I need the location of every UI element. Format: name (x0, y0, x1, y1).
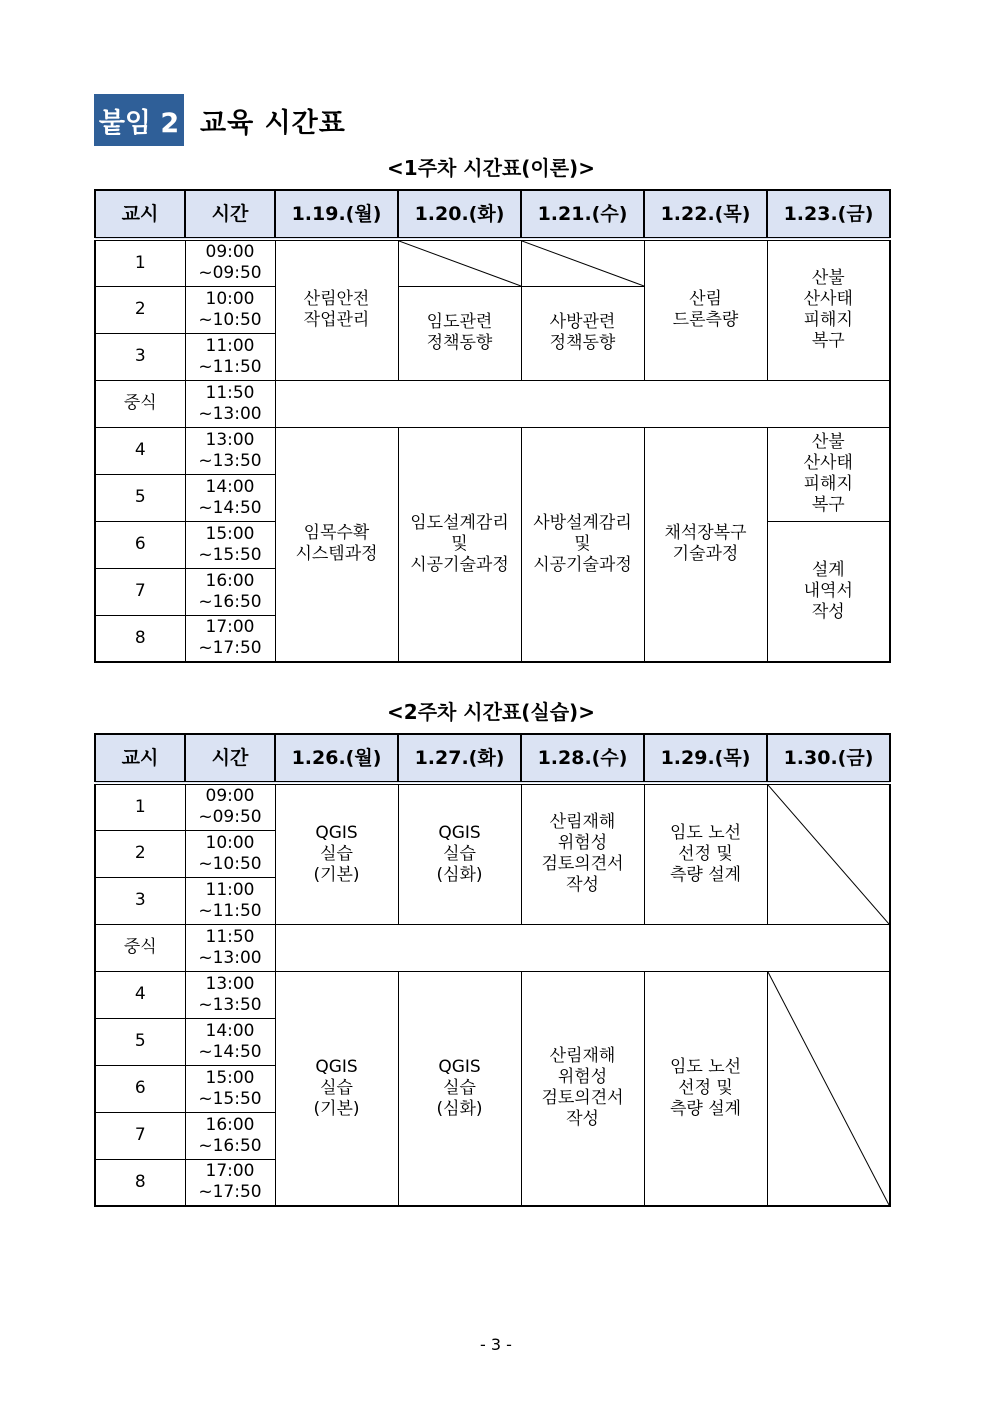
empty-diagonal-cell (767, 971, 890, 1206)
header-cell: 시간 (185, 190, 275, 239)
time-cell: 09:00 ~09:50 (185, 783, 275, 830)
time-cell: 15:00 ~15:50 (185, 521, 275, 568)
header-cell: 1.30.(금) (767, 734, 890, 783)
week2-caption: <2주차 시간표(실습)> (387, 700, 595, 724)
empty-diagonal-cell (398, 239, 521, 286)
class-cell: 산림안전 작업관리 (275, 239, 398, 380)
header-cell: 1.19.(월) (275, 190, 398, 239)
period-cell: 5 (95, 474, 185, 521)
lunch-row (95, 924, 890, 971)
time-cell: 11:50 ~13:00 (185, 924, 275, 971)
week1-header-row (95, 190, 890, 239)
period-cell: 4 (95, 427, 185, 474)
empty-diagonal-cell (521, 239, 644, 286)
header-cell: 1.26.(월) (275, 734, 398, 783)
class-cell: 산불 산사태 피해지 복구 (767, 427, 890, 521)
class-cell: 임목수확 시스템과정 (275, 427, 398, 662)
time-cell: 13:00 ~13:50 (185, 971, 275, 1018)
period-cell: 1 (95, 239, 185, 286)
period-cell: 4 (95, 971, 185, 1018)
period-cell: 7 (95, 568, 185, 615)
heading-title: 교육 시간표 (200, 107, 346, 139)
period-cell: 7 (95, 1112, 185, 1159)
page-number: - 3 - (480, 1335, 512, 1354)
period-cell: 6 (95, 521, 185, 568)
header-cell: 1.20.(화) (398, 190, 521, 239)
class-cell: 산불 산사태 피해지 복구 (767, 239, 890, 380)
class-cell: 임도관련 정책동향 (398, 286, 521, 380)
period-cell: 중식 (95, 380, 185, 427)
class-cell: QGIS 실습 (심화) (398, 971, 521, 1206)
table-row (95, 427, 890, 474)
header-cell: 1.29.(목) (644, 734, 767, 783)
time-cell: 14:00 ~14:50 (185, 1018, 275, 1065)
time-cell: 11:00 ~11:50 (185, 877, 275, 924)
empty-diagonal-cell (767, 783, 890, 924)
class-cell: 임도설계감리 및 시공기술과정 (398, 427, 521, 662)
lunch-blank-cell (275, 380, 890, 427)
time-cell: 10:00 ~10:50 (185, 830, 275, 877)
time-cell: 11:00 ~11:50 (185, 333, 275, 380)
lunch-row (95, 380, 890, 427)
period-cell: 2 (95, 830, 185, 877)
period-cell: 중식 (95, 924, 185, 971)
class-cell: 임도 노선 선정 및 측량 설계 (644, 971, 767, 1206)
header-cell: 1.28.(수) (521, 734, 644, 783)
class-cell: QGIS 실습 (기본) (275, 971, 398, 1206)
time-cell: 16:00 ~16:50 (185, 568, 275, 615)
class-cell: 설계 내역서 작성 (767, 521, 890, 662)
header-cell: 교시 (95, 734, 185, 783)
time-cell: 15:00 ~15:50 (185, 1065, 275, 1112)
week2-table (94, 733, 891, 1207)
time-cell: 11:50 ~13:00 (185, 380, 275, 427)
period-cell: 5 (95, 1018, 185, 1065)
header-cell: 교시 (95, 190, 185, 239)
period-cell: 8 (95, 615, 185, 662)
class-cell: 산림재해 위험성 검토의견서 작성 (521, 783, 644, 924)
week2-header-row (95, 734, 890, 783)
period-cell: 3 (95, 877, 185, 924)
period-cell: 6 (95, 1065, 185, 1112)
week1-caption: <1주차 시간표(이론)> (387, 156, 595, 180)
class-cell: 사방설계감리 및 시공기술과정 (521, 427, 644, 662)
header-cell: 1.27.(화) (398, 734, 521, 783)
attachment-heading (94, 94, 346, 146)
header-cell: 1.22.(목) (644, 190, 767, 239)
lunch-blank-cell (275, 924, 890, 971)
header-cell: 시간 (185, 734, 275, 783)
period-cell: 3 (95, 333, 185, 380)
header-cell: 1.21.(수) (521, 190, 644, 239)
time-cell: 17:00 ~17:50 (185, 615, 275, 662)
class-cell: 사방관련 정책동향 (521, 286, 644, 380)
period-cell: 8 (95, 1159, 185, 1206)
class-cell: 산림 드론측량 (644, 239, 767, 380)
class-cell: QGIS 실습 (기본) (275, 783, 398, 924)
time-cell: 09:00 ~09:50 (185, 239, 275, 286)
table-row (95, 971, 890, 1018)
time-cell: 13:00 ~13:50 (185, 427, 275, 474)
week1-table (94, 189, 891, 663)
time-cell: 10:00 ~10:50 (185, 286, 275, 333)
class-cell: 채석장복구 기술과정 (644, 427, 767, 662)
time-cell: 17:00 ~17:50 (185, 1159, 275, 1206)
attachment-badge: 붙임 2 (94, 94, 184, 146)
class-cell: QGIS 실습 (심화) (398, 783, 521, 924)
class-cell: 산림재해 위험성 검토의견서 작성 (521, 971, 644, 1206)
table-row (95, 783, 890, 830)
period-cell: 1 (95, 783, 185, 830)
table-row (95, 239, 890, 286)
period-cell: 2 (95, 286, 185, 333)
time-cell: 14:00 ~14:50 (185, 474, 275, 521)
header-cell: 1.23.(금) (767, 190, 890, 239)
time-cell: 16:00 ~16:50 (185, 1112, 275, 1159)
class-cell: 임도 노선 선정 및 측량 설계 (644, 783, 767, 924)
